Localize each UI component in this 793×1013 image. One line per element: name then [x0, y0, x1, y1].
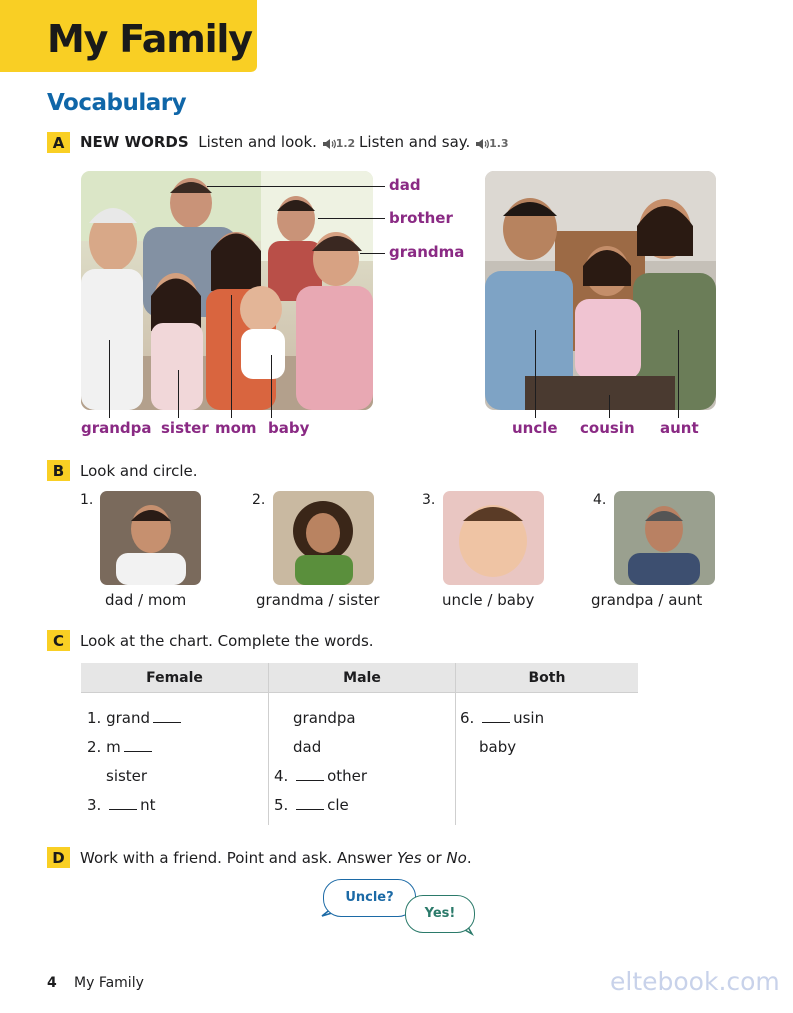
exercise-d-instruction: Work with a friend. Point and ask. Answer Yes or No. [80, 849, 472, 867]
uncle-leader-line [535, 330, 536, 418]
column-divider [455, 663, 456, 825]
mom-leader-line [231, 295, 232, 418]
column-header-female: Female [81, 663, 268, 693]
girl-portrait [273, 491, 374, 585]
answer-blank[interactable] [296, 809, 324, 810]
label-mom: mom [215, 419, 257, 437]
speaker-icon [322, 138, 336, 150]
chart-item: 2. m [87, 738, 155, 756]
answer-blank[interactable] [482, 722, 510, 723]
answer-blank[interactable] [153, 722, 181, 723]
chart-item: 1. grand [87, 709, 184, 727]
baby-leader-line [271, 355, 272, 418]
listen-look-text: Listen and look. [198, 133, 317, 151]
label-cousin: cousin [580, 419, 635, 437]
exercise-a-instruction [80, 133, 509, 151]
chart-item: dad [293, 738, 322, 756]
older-man-portrait [614, 491, 715, 585]
chart-item: 4. other [274, 767, 368, 785]
label-grandma: grandma [389, 243, 465, 261]
footer-title: My Family [74, 975, 144, 991]
answer-blank[interactable] [124, 751, 152, 752]
chart-item: 5. cle [274, 796, 349, 814]
label-sister: sister [161, 419, 209, 437]
cousin-leader-line [609, 395, 610, 418]
label-aunt: aunt [660, 419, 699, 437]
baby-portrait [443, 491, 544, 585]
chart-item: 3. nt [87, 796, 156, 814]
label-baby: baby [268, 419, 310, 437]
answer-blank[interactable] [296, 780, 324, 781]
man-portrait [100, 491, 201, 585]
item-number: 1. [80, 492, 94, 508]
header-divider [81, 692, 638, 693]
aunt-leader-line [678, 330, 679, 418]
exercise-d-badge: D [47, 847, 70, 868]
column-header-both: Both [456, 663, 638, 693]
new-words-label: NEW WORDS [80, 133, 189, 151]
exercise-b-instruction: Look and circle. [80, 462, 198, 480]
dad-leader-line [207, 186, 385, 187]
chart-item: baby [479, 738, 517, 756]
grandma-leader-line [360, 253, 385, 254]
watermark: eltebook.com [610, 967, 780, 996]
brother-leader-line [318, 218, 385, 219]
exercise-c-instruction: Look at the chart. Complete the words. [80, 632, 374, 650]
family-photo-uncle-aunt [485, 171, 716, 410]
speaker-icon [475, 138, 489, 150]
item-number: 2. [252, 492, 266, 508]
label-dad: dad [389, 176, 421, 194]
exercise-a-badge: A [47, 132, 70, 153]
family-photo-extended [81, 171, 373, 410]
listen-say-text: Listen and say. [359, 133, 471, 151]
answer-blank[interactable] [109, 809, 137, 810]
label-brother: brother [389, 209, 453, 227]
choice-dad-mom[interactable]: dad / mom [105, 591, 187, 609]
page-title: My Family [47, 17, 252, 61]
grandpa-leader-line [109, 340, 110, 418]
section-title: Vocabulary [47, 90, 187, 116]
chart-item: sister [106, 767, 148, 785]
question-bubble: Uncle? [323, 879, 416, 917]
chart-item: grandpa [293, 709, 356, 727]
sister-leader-line [178, 370, 179, 418]
answer-bubble: Yes! [405, 895, 475, 933]
column-header-male: Male [269, 663, 455, 693]
chart-item: 6. usin [460, 709, 545, 727]
column-divider [268, 663, 269, 825]
choice-uncle-baby[interactable]: uncle / baby [442, 591, 535, 609]
exercise-b-badge: B [47, 460, 70, 481]
page-number: 4 [47, 975, 57, 991]
item-number: 4. [593, 492, 607, 508]
label-uncle: uncle [512, 419, 558, 437]
audio-track-2[interactable]: 1.3 [475, 137, 509, 150]
choice-grandpa-aunt[interactable]: grandpa / aunt [591, 591, 703, 609]
choice-grandma-sister[interactable]: grandma / sister [256, 591, 380, 609]
exercise-c-badge: C [47, 630, 70, 651]
item-number: 3. [422, 492, 436, 508]
audio-track-1[interactable]: 1.2 [322, 137, 359, 150]
label-grandpa: grandpa [81, 419, 152, 437]
